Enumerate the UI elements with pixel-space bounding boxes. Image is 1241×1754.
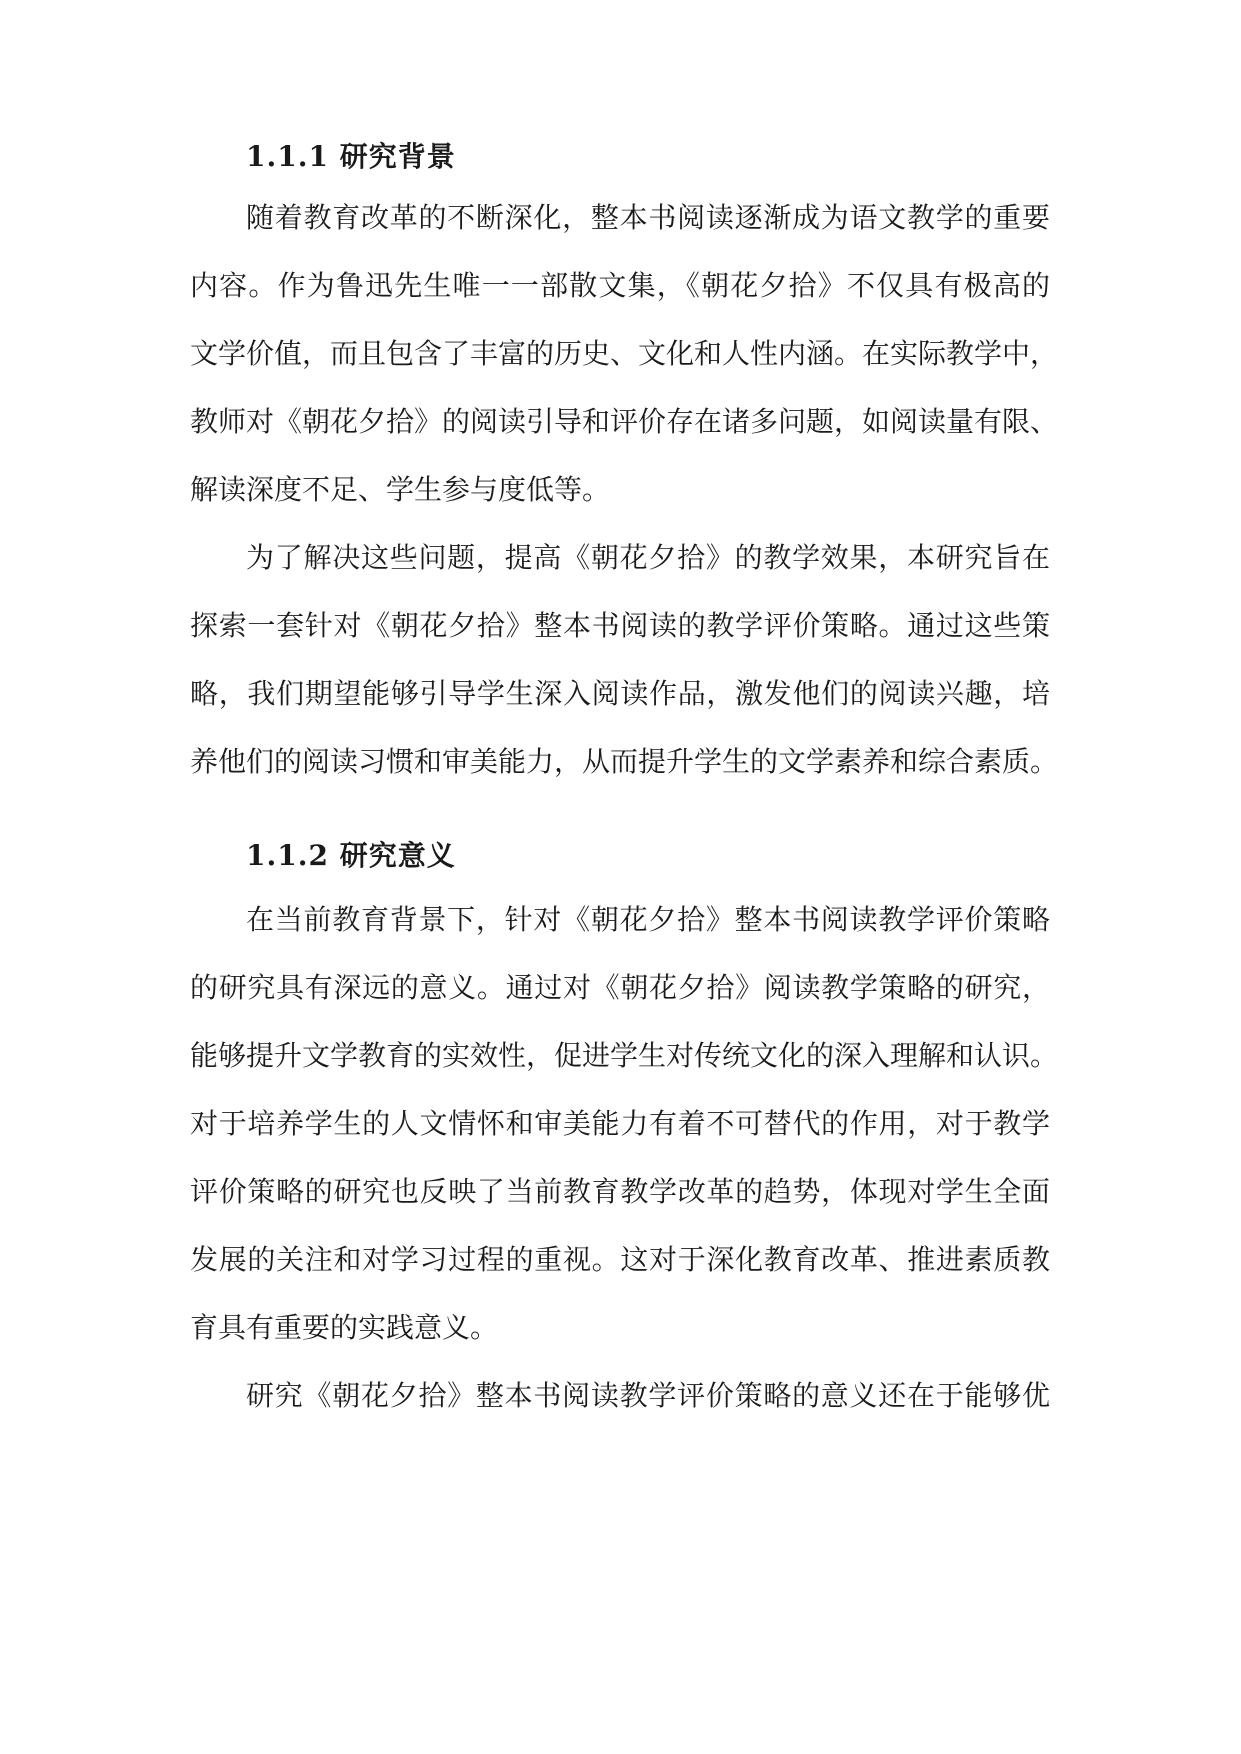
paragraph-line: 评价策略的研究也反映了当前教育教学改革的趋势，体现对学生全面 [190,1175,1050,1208]
paragraph-line: 探索一套针对《朝花夕拾》整本书阅读的教学评价策略。通过这些策 [190,609,1050,642]
paragraph-line: 发展的关注和对学习过程的重视。这对于深化教育改革、推进素质教 [190,1243,1050,1276]
paragraph-line: 育具有重要的实践意义。 [190,1311,499,1344]
paragraph-line: 在当前教育背景下，针对《朝花夕拾》整本书阅读教学评价策略 [246,903,1050,936]
paragraph-line: 对于培养学生的人文情怀和审美能力有着不可替代的作用，对于教学 [190,1107,1050,1140]
paragraph-line: 为了解决这些问题，提高《朝花夕拾》的教学效果，本研究旨在 [246,541,1050,574]
paragraph-line: 能够提升文学教育的实效性，促进学生对传统文化的深入理解和认识。 [190,1039,1059,1072]
paragraph-line: 教师对《朝花夕拾》的阅读引导和评价存在诸多问题，如阅读量有限、 [190,405,1059,438]
paragraph-line: 略，我们期望能够引导学生深入阅读作品，激发他们的阅读兴趣，培 [190,677,1050,710]
paragraph-line: 的研究具有深远的意义。通过对《朝花夕拾》阅读教学策略的研究， [190,971,1050,1004]
paragraph-line: 文学价值，而且包含了丰富的历史、文化和人性内涵。在实际教学中， [190,337,1059,370]
paragraph-line: 内容。作为鲁迅先生唯一一部散文集，《朝花夕拾》不仅具有极高的 [190,269,1050,302]
section-heading-significance: 1.1.2 研究意义 [246,839,456,872]
paragraph-line: 解读深度不足、学生参与度低等。 [190,473,611,506]
section-heading-background: 1.1.1 研究背景 [246,140,456,173]
paragraph-line: 随着教育改革的不断深化，整本书阅读逐渐成为语文教学的重要 [246,201,1050,234]
paragraph-line: 养他们的阅读习惯和审美能力，从而提升学生的文学素养和综合素质。 [190,745,1059,778]
paragraph-line: 研究《朝花夕拾》整本书阅读教学评价策略的意义还在于能够优 [246,1379,1050,1412]
